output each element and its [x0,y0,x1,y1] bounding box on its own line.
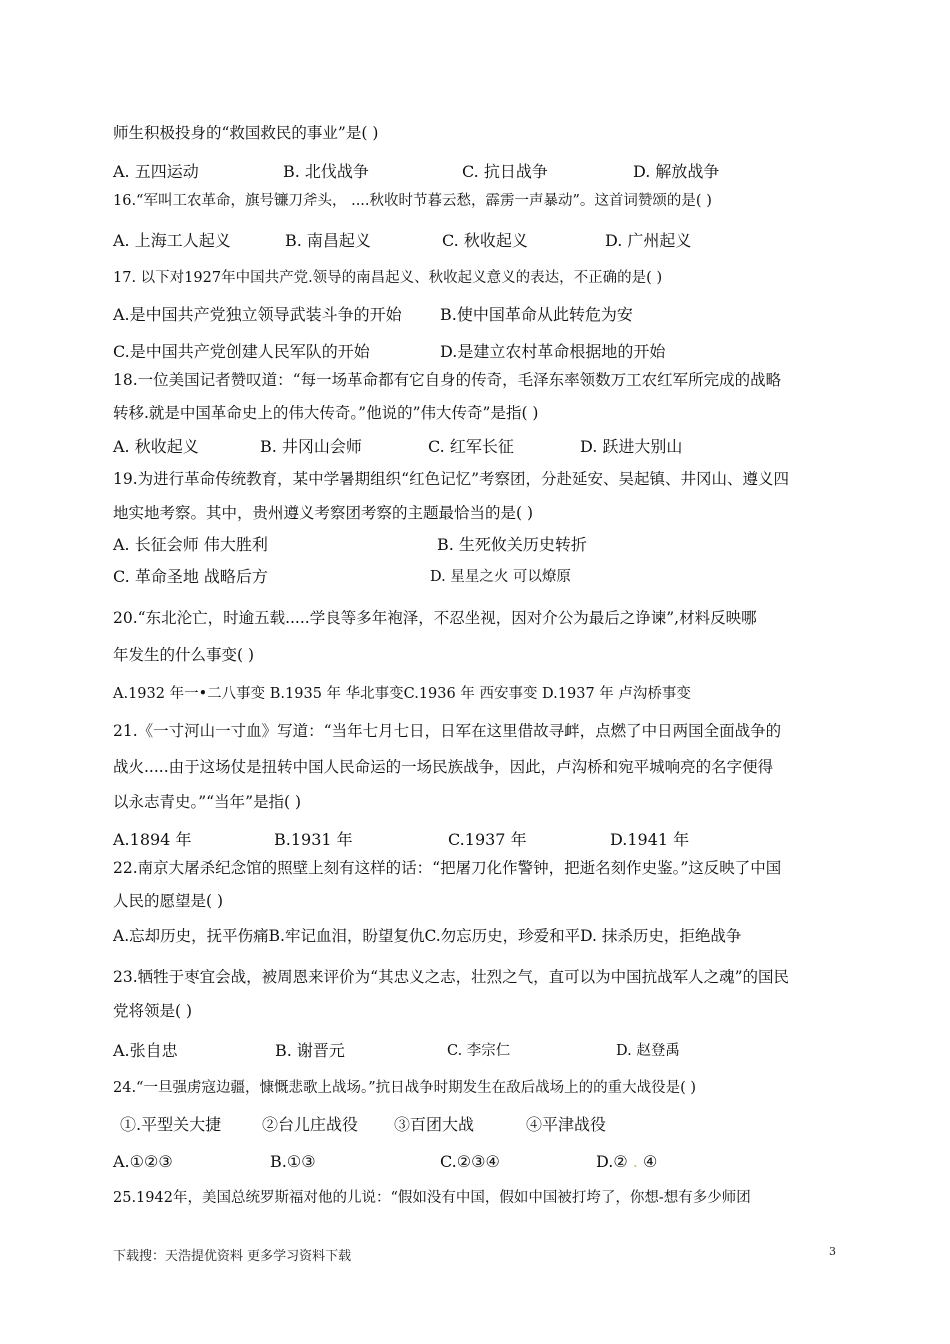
q24-option-d-part1: D.② [596,1152,628,1171]
q15-option-b: B. 北伐战争 [283,162,369,181]
question-25-stem: 25.1942年，美国总统罗斯福对他的儿说：“假如没有中国，假如中国被打垮了，你想-想有多少师团 [113,1190,751,1206]
q24-item-3: ③百团大战 [394,1115,475,1134]
q17-option-a: A.是中国共产党独立领导武装斗争的开始 [113,305,402,324]
q17-option-d: D.是建立农村革命根据地的开始 [440,342,666,361]
q24-option-b: B.①③ [270,1152,316,1171]
q24-option-d-part2: ④ [642,1152,658,1171]
q17-option-c: C.是中国共产党创建人民军队的开始 [113,342,370,361]
question-20-options: A.1932 年一•二八事变 B.1935 年 华北事变C.1936 年 西安事变 D.1937 年 卢沟桥事变 [113,686,691,702]
question-19-stem-line1: 19.为进行革命传统教育，某中学暑期组织“红色记忆”考察团，分赴延安、吴起镇、井冈山、遵义四 [113,470,790,488]
q17-option-b: B.使中国革命从此转危为安 [440,305,633,324]
q24-option-d-dot: . [632,1152,638,1171]
q21-option-a: A.1894 年 [113,830,192,849]
q16-option-d: D. 广州起义 [605,231,692,250]
question-22-stem-line1: 22.南京大屠杀纪念馆的照壁上刻有这样的话：“把屠刀化作警钟，把逝名刻作史鉴。”这反映了中国 [113,859,782,877]
question-21-stem-line1: 21.《一寸河山一寸血》写道：“当年七月七日，日军在这里借故寻衅，点燃了中日两国全面战争的 [113,722,782,740]
question-23-stem-line2: 党将领是( ) [113,1002,193,1020]
q15-option-c: C. 抗日战争 [462,162,548,181]
q18-option-a: A. 秋收起义 [113,437,199,456]
question-20-stem-line2: 年发生的什么事变( ) [113,646,255,664]
question-17-stem: 17. 以下对1927年中国共产党.领导的南昌起义、秋收起义意义的表达，不正确的是( ) [113,270,663,286]
question-22-stem-line2: 人民的愿望是( ) [113,892,224,910]
question-24-stem: 24.“一旦强虏寇边疆，慷慨悲歌上战场。”抗日战争时期发生在敌后战场上的的重大战役是( ) [113,1080,697,1096]
q19-option-c: C. 革命圣地 战略后方 [113,567,268,586]
q24-item-1: ①.平型关大捷 [120,1115,222,1134]
page-number: 3 [829,1245,836,1258]
question-19-stem-line2: 地实地考察。其中，贵州遵义考察团考察的主题最恰当的是( ) [113,504,534,522]
q15-option-a: A. 五四运动 [113,162,199,181]
q21-option-b: B.1931 年 [274,830,353,849]
q15-option-d: D. 解放战争 [633,162,720,181]
q24-item-2: ②台儿庄战役 [262,1115,359,1134]
q16-option-b: B. 南昌起义 [285,231,371,250]
q18-option-c: C. 红军长征 [428,437,514,456]
question-20-stem-line1: 20.“东北沦亡，时逾五载.....学良等多年袍泽，不忍坐视，因对介公为最后之诤谏”,材料反映哪 [113,609,757,627]
q21-option-d: D.1941 年 [610,830,690,849]
q19-option-d: D. 星星之火 可以燎原 [430,569,571,585]
q24-option-a: A.①②③ [113,1152,173,1171]
q24-item-4: ④平津战役 [526,1115,607,1134]
question-21-stem-line2: 战火.....由于这场仗是扭转中国人民命运的一场民族战争，因此，卢沟桥和宛平城响亮的名字便得 [113,758,774,776]
question-15-stem: 师生积极投身的“救国救民的事业”是( ) [113,124,379,142]
question-22-options: A.忘却历史，抚平伤痛B.牢记血泪，盼望复仇C.勿忘历史，珍爱和平D. 抹杀历史，拒绝战争 [113,927,742,945]
q21-option-c: C.1937 年 [448,830,527,849]
question-21-stem-line3: 以永志青史。”“当年”是指( ) [113,793,302,811]
question-16-stem: 16.“军叫工农革命，旗号镰刀斧头， ....秋收时节暮云愁，霹雳一声暴动”。这首词赞颂的是( ) [113,193,712,209]
q23-option-d: D. 赵登禹 [616,1043,680,1059]
question-23-stem-line1: 23.牺牲于枣宜会战，被周恩来评价为“其忠义之志，壮烈之气，直可以为中国抗战军人之魂”的国民 [113,968,790,986]
q18-option-b: B. 井冈山会师 [260,437,362,456]
q16-option-c: C. 秋收起义 [442,231,528,250]
q23-option-b: B. 谢晋元 [275,1041,345,1060]
q19-option-a: A. 长征会师 伟大胜利 [113,535,268,554]
question-18-stem-line1: 18.一位美国记者赞叹道：“每一场革命都有它自身的传奇，毛泽东率领数万工农红军所完成的战略 [113,371,782,389]
q24-option-d [596,1152,657,1172]
q18-option-d: D. 跃进大别山 [580,437,683,456]
footer-text: 下载搜：天浩提优资料 更多学习资料下载 [113,1249,352,1264]
q23-option-c: C. 李宗仁 [447,1043,511,1059]
q16-option-a: A. 上海工人起义 [113,231,231,250]
q23-option-a: A.张自忠 [113,1041,178,1060]
question-18-stem-line2: 转移.就是中国革命史上的伟大传奇。”他说的”伟大传奇”是指( ) [113,404,539,422]
q19-option-b: B. 生死攸关历史转折 [437,535,587,554]
q24-option-c: C.②③④ [440,1152,500,1171]
